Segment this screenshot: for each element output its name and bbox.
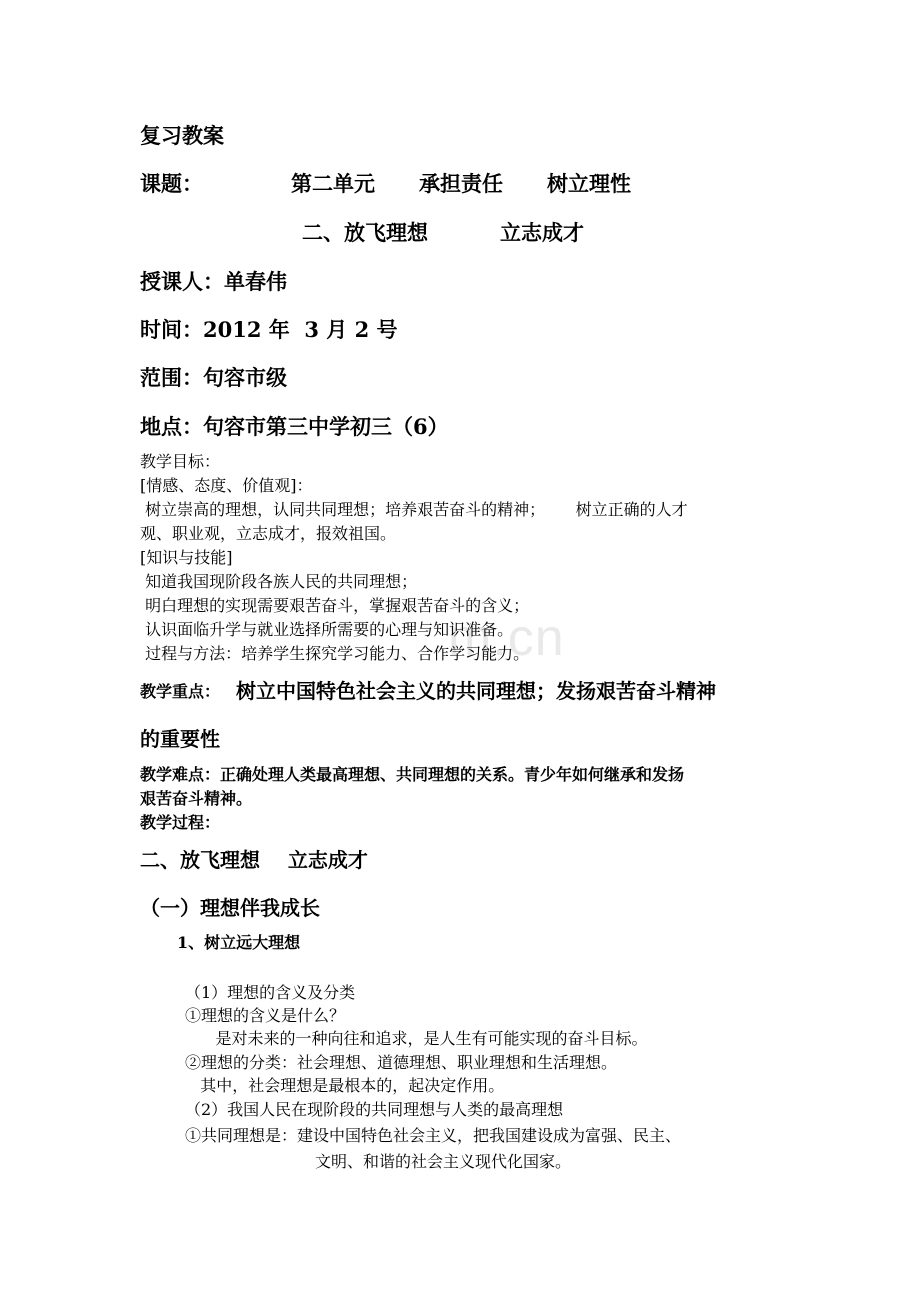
keypoint-text-1: 树立中国特色社会主义的共同理想；发扬艰苦奋斗精神 xyxy=(236,679,716,703)
process-a1: 是对未来的一种向往和追求，是人生有可能实现的奋斗目标。 xyxy=(185,1029,648,1048)
process-item-1: 1、树立远大理想 xyxy=(177,933,301,952)
topic-unit: 第二单元 xyxy=(291,171,375,196)
topic-part2: 树立理性 xyxy=(547,171,631,196)
watermark: m.cn xyxy=(448,609,565,667)
topic-part1: 承担责任 xyxy=(419,171,503,196)
emotion-line-1: 树立崇高的理想，认同共同理想；培养艰苦奋斗的精神； 树立正确的人才 xyxy=(140,500,688,519)
process-sub: （一）理想伴我成长 xyxy=(140,896,320,920)
process-c2: 文明、和谐的社会主义现代化国家。 xyxy=(315,1152,572,1171)
teacher-line: 授课人：单春伟 xyxy=(140,269,287,294)
process-q2: ②理想的分类：社会理想、道德理想、职业理想和生活理想。 xyxy=(185,1053,618,1072)
difficulty-line-1: 教学难点：正确处理人类最高理想、共同理想的关系。青少年如何继承和发扬 xyxy=(140,765,685,784)
time-line: 时间：2012 年 3 月 2 号 xyxy=(140,317,398,342)
knowledge-item: 过程与方法：培养学生探究学习能力、合作学习能力。 xyxy=(140,644,530,663)
keypoint-label: 教学重点： xyxy=(140,682,221,701)
emotion-line-2: 观、职业观，立志成才，报效祖国。 xyxy=(140,524,397,543)
scope-line: 范围：句容市级 xyxy=(140,365,287,390)
process-section: 二、放飞理想 立志成才 xyxy=(140,848,368,872)
topic-label: 课题： xyxy=(140,171,203,196)
topic-sub2: 立志成才 xyxy=(500,220,584,245)
process-p1: （1）理想的含义及分类 xyxy=(185,983,356,1002)
process-heading: 教学过程： xyxy=(140,813,221,832)
knowledge-item: 明白理想的实现需要艰苦奋斗，掌握艰苦奋斗的含义； xyxy=(140,596,530,615)
process-q1: ①理想的含义是什么？ xyxy=(185,1006,346,1025)
place-line: 地点：句容市第三中学初三（6） xyxy=(140,414,449,439)
doc-title: 复习教案 xyxy=(140,123,224,148)
process-p2: （2）我国人民在现阶段的共同理想与人类的最高理想 xyxy=(185,1100,564,1119)
keypoint-text-2: 的重要性 xyxy=(140,727,220,751)
process-c1: ①共同理想是：建设中国特色社会主义，把我国建设成为富强、民主、 xyxy=(185,1126,682,1145)
knowledge-item: 知道我国现阶段各族人民的共同理想； xyxy=(140,572,418,591)
emotion-heading: [情感、态度、价值观]： xyxy=(140,476,313,495)
process-a2: 其中，社会理想是最根本的，起决定作用。 xyxy=(185,1076,505,1095)
objectives-heading: 教学目标： xyxy=(140,452,221,471)
knowledge-heading: [知识与技能] xyxy=(140,548,233,567)
topic-sub1: 二、放飞理想 xyxy=(302,220,428,245)
knowledge-item: 认识面临升学与就业选择所需要的心理与知识准备。 xyxy=(140,620,514,639)
difficulty-line-2: 艰苦奋斗精神。 xyxy=(140,789,253,808)
